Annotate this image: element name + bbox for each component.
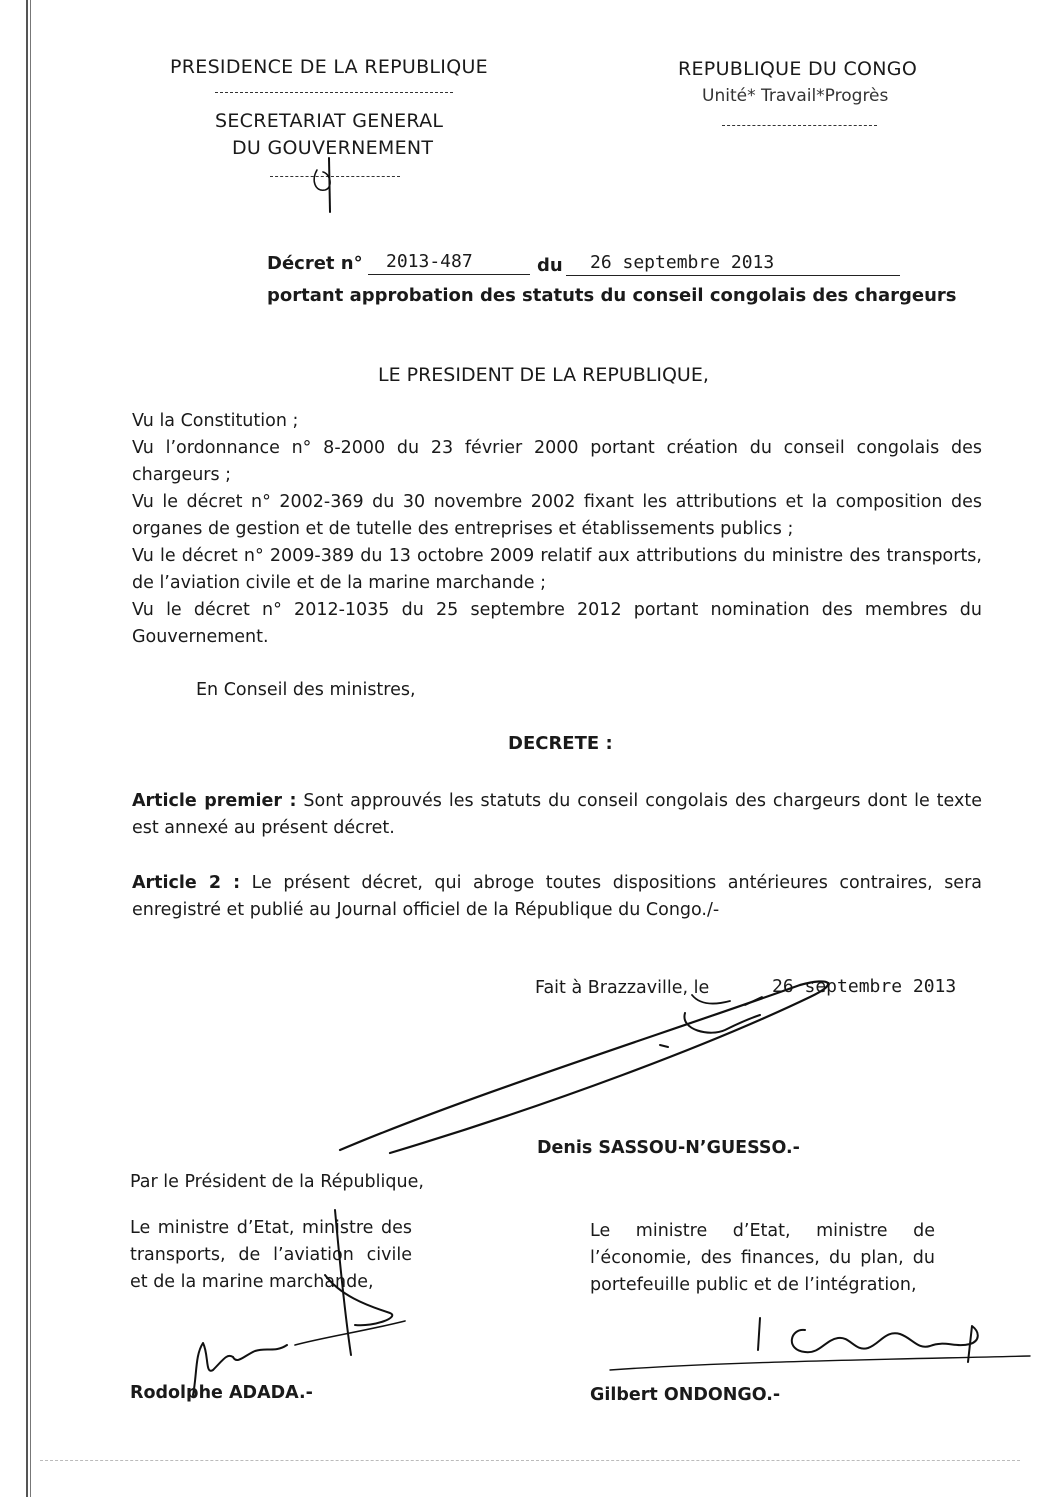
president-name: Denis SASSOU-N’GUESSO.- xyxy=(537,1138,800,1158)
visa-decree-2012: Vu le décret n° 2012-1035 du 25 septembre 2012 portant nomination des membres du Gouvernement. xyxy=(132,600,982,647)
council-line: En Conseil des ministres, xyxy=(196,680,416,700)
visa-ordinance: Vu l’ordonnance n° 8-2000 du 23 février 2000 portant création du conseil congolais des chargeurs ; xyxy=(132,438,982,485)
minister-left-name: Rodolphe ADADA.- xyxy=(130,1383,313,1403)
minister-left-signature xyxy=(175,1205,415,1405)
visa-constitution: Vu la Constitution ; xyxy=(132,411,299,431)
minister-right-name: Gilbert ONDONGO.- xyxy=(590,1385,781,1405)
article-premier-label: Article premier : xyxy=(132,791,297,811)
by-president: Par le Président de la République, xyxy=(130,1172,424,1192)
initials-signature xyxy=(305,150,355,220)
article-2-text: Le présent décret, qui abroge toutes dispositions antérieures contraires, sera enregistré et publié au Journal officiel de la République du Congo./- xyxy=(132,873,982,920)
president-heading: LE PRESIDENT DE LA REPUBLIQUE, xyxy=(378,364,709,386)
decree-date-label: du xyxy=(537,255,563,276)
scan-edge xyxy=(0,0,52,1497)
header-secretariat: SECRETARIAT GENERAL xyxy=(215,110,444,132)
header-government: DU GOUVERNEMENT xyxy=(232,137,434,159)
header-divider-left-1 xyxy=(215,92,453,93)
decrete-heading: DECRETE : xyxy=(508,733,613,754)
article-premier xyxy=(132,788,982,842)
header-presidency: PRESIDENCE DE LA REPUBLIQUE xyxy=(170,56,488,78)
decree-number: 2013-487 xyxy=(386,251,473,272)
place-date: 26 septembre 2013 xyxy=(772,976,957,997)
decree-number-underline xyxy=(368,274,530,275)
minister-right-signature xyxy=(600,1310,1040,1380)
scan-footer-noise xyxy=(40,1460,1020,1461)
president-signature xyxy=(330,975,890,1165)
minister-right-title: Le ministre d’Etat, ministre de l’économie, des finances, du plan, du portefeuille public et de l’intégration, xyxy=(590,1221,935,1295)
decree-subject: portant approbation des statuts du conseil congolais des chargeurs xyxy=(267,285,957,306)
visa-decree-2002: Vu le décret n° 2002-369 du 30 novembre 2002 fixant les attributions et la composition des organes de gestion et de tutelle des entreprises et établissements publics ; xyxy=(132,492,982,539)
decree-date-underline xyxy=(566,275,900,276)
article-premier-text: Sont approuvés les statuts du conseil congolais des chargeurs dont le texte est annexé au présent décret. xyxy=(132,791,982,838)
article-2 xyxy=(132,870,982,924)
header-motto: Unité* Travail*Progrès xyxy=(702,86,889,106)
header-divider-right xyxy=(722,125,877,126)
visas-block xyxy=(132,408,982,651)
decree-date: 26 septembre 2013 xyxy=(590,252,775,273)
header-republic: REPUBLIQUE DU CONGO xyxy=(678,58,918,80)
visa-decree-2009: Vu le décret n° 2009-389 du 13 octobre 2009 relatif aux attributions du ministre des transports, de l’aviation civile et de la marine marchande ; xyxy=(132,546,982,593)
place-label: Fait à Brazzaville, le xyxy=(535,978,710,998)
minister-left-title: Le ministre d’Etat, ministre des transports, de l’aviation civile et de la marine marchande, xyxy=(130,1218,412,1292)
article-2-label: Article 2 : xyxy=(132,873,241,893)
decree-number-label: Décret n° xyxy=(267,253,363,274)
